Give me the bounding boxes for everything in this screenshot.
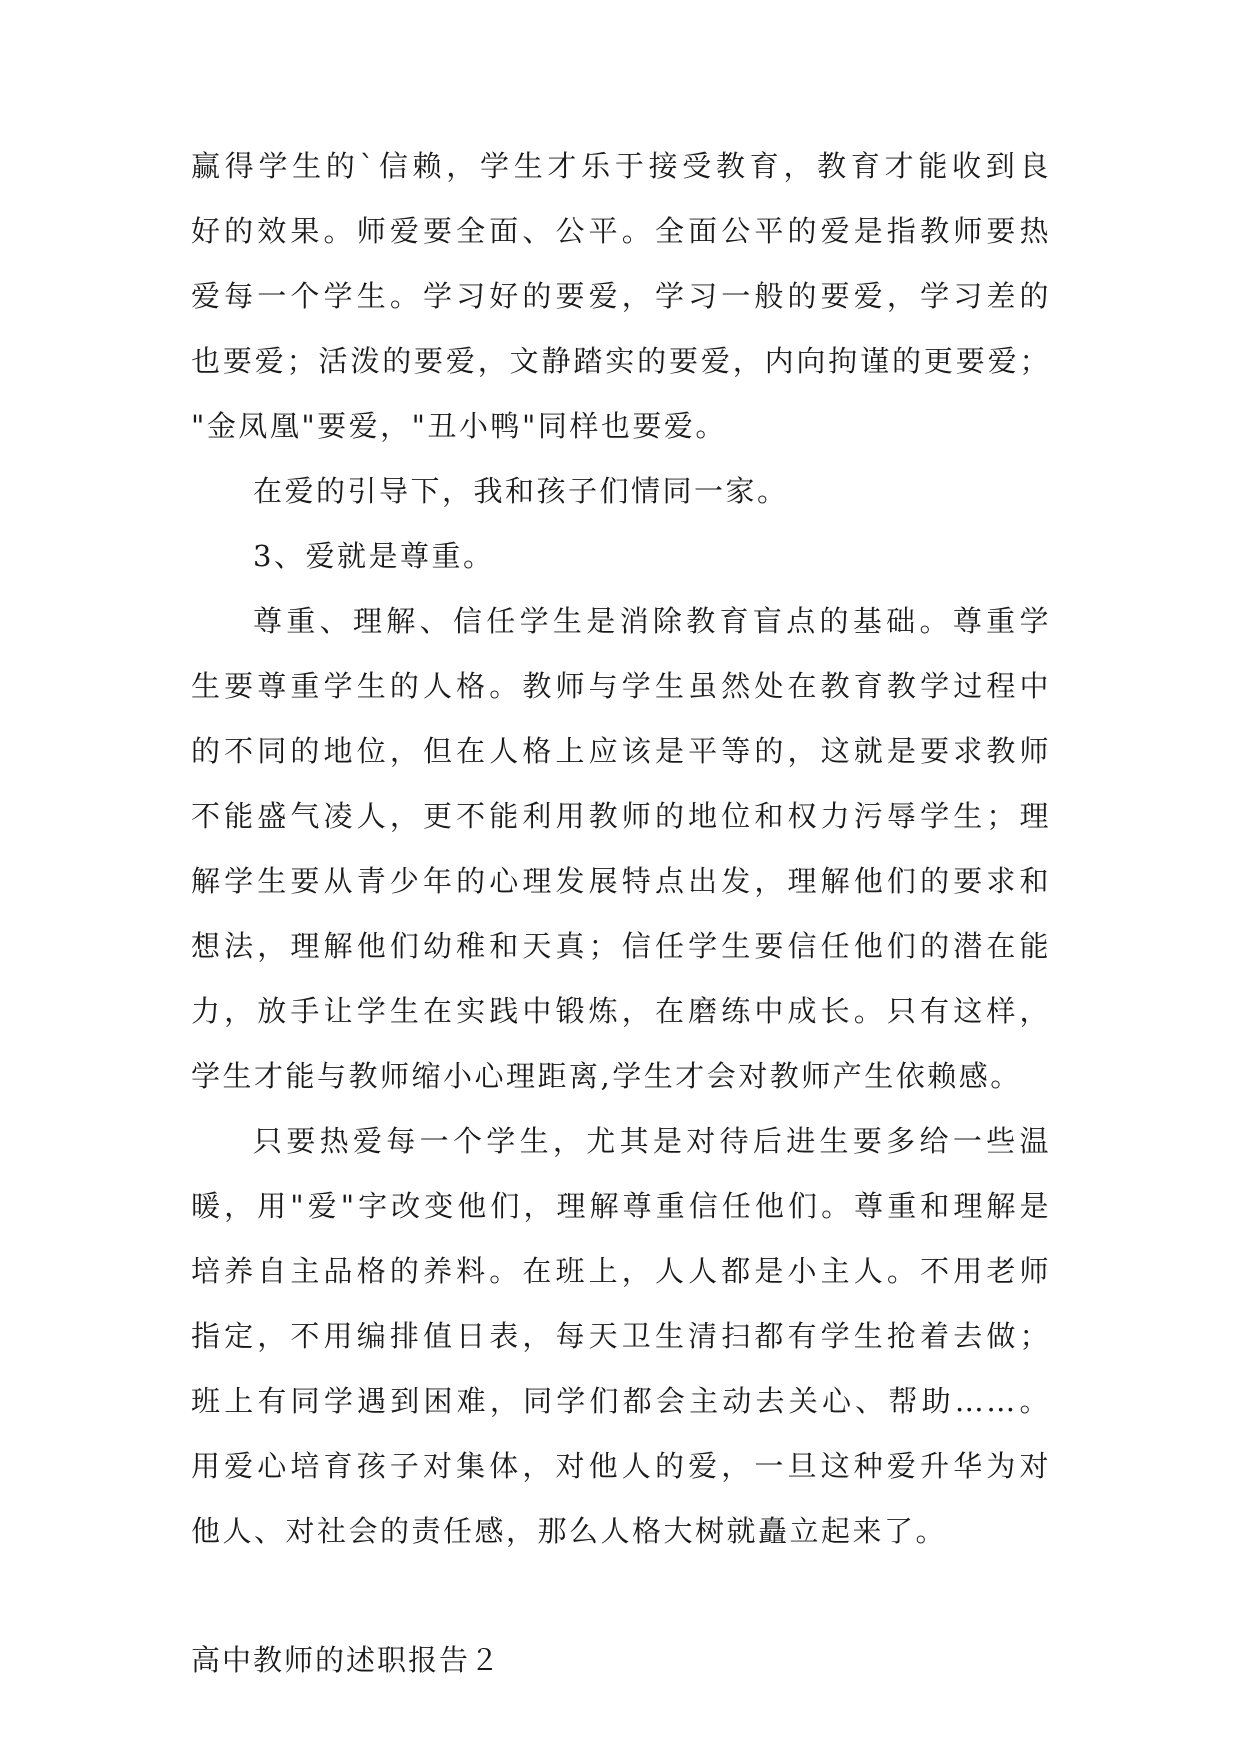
paragraph-line: 指定，不用编排值日表，每天卫生清扫都有学生抢着去做； [191, 1319, 1051, 1353]
paragraph-line: 想法，理解他们幼稚和天真；信任学生要信任他们的潜在能 [191, 929, 1051, 963]
paragraph-line: 的不同的地位，但在人格上应该是平等的，这就是要求教师 [191, 734, 1051, 768]
paragraph-line: 3、爱就是尊重。 [253, 539, 495, 573]
paragraph-line: "金凤凰"要爱，"丑小鸭"同样也要爱。 [191, 409, 727, 443]
paragraph-line: 学生才能与教师缩小心理距离,学生才会对教师产生依赖感。 [191, 1059, 1022, 1093]
paragraph-line: 不能盛气凌人，更不能利用教师的地位和权力污辱学生；理 [191, 799, 1051, 833]
paragraph-2 [191, 459, 1051, 524]
paragraph-line: 他人、对社会的责任感，那么人格大树就矗立起来了。 [191, 1514, 948, 1548]
section-heading: 高中教师的述职报告２ [191, 1643, 502, 1677]
paragraph-line: 生要尊重学生的人格。教师与学生虽然处在教育教学过程中 [191, 669, 1051, 703]
paragraph-4 [191, 589, 1051, 1109]
paragraph-line: 赢得学生的`信赖，学生才乐于接受教育，教育才能收到良 [191, 149, 1051, 183]
paragraph-line: 暖，用"爱"字改变他们，理解尊重信任他们。尊重和理解是 [191, 1189, 1051, 1223]
paragraph-line: 培养自主品格的养料。在班上，人人都是小主人。不用老师 [191, 1254, 1051, 1288]
paragraph-line: 用爱心培育孩子对集体，对他人的爱，一旦这种爱升华为对 [191, 1449, 1051, 1483]
paragraph-5 [191, 1109, 1051, 1564]
paragraph-3 [191, 524, 1051, 589]
paragraph-line: 也要爱；活泼的要爱，文静踏实的要爱，内向拘谨的更要爱； [191, 344, 1051, 378]
paragraph-line: 尊重、理解、信任学生是消除教育盲点的基础。尊重学 [253, 604, 1051, 638]
paragraph-1 [191, 134, 1051, 459]
paragraph-line: 爱每一个学生。学习好的要爱，学习一般的要爱，学习差的 [191, 279, 1051, 313]
paragraph-line: 力，放手让学生在实践中锻炼，在磨练中成长。只有这样， [191, 994, 1051, 1028]
paragraph-line: 解学生要从青少年的心理发展特点出发，理解他们的要求和 [191, 864, 1051, 898]
paragraph-line: 只要热爱每一个学生，尤其是对待后进生要多给一些温 [253, 1124, 1051, 1158]
paragraph-line: 好的效果。师爱要全面、公平。全面公平的爱是指教师要热 [191, 214, 1051, 248]
paragraph-line: 在爱的引导下，我和孩子们情同一家。 [253, 474, 789, 508]
paragraph-line: 班上有同学遇到困难，同学们都会主动去关心、帮助……。 [191, 1384, 1051, 1418]
